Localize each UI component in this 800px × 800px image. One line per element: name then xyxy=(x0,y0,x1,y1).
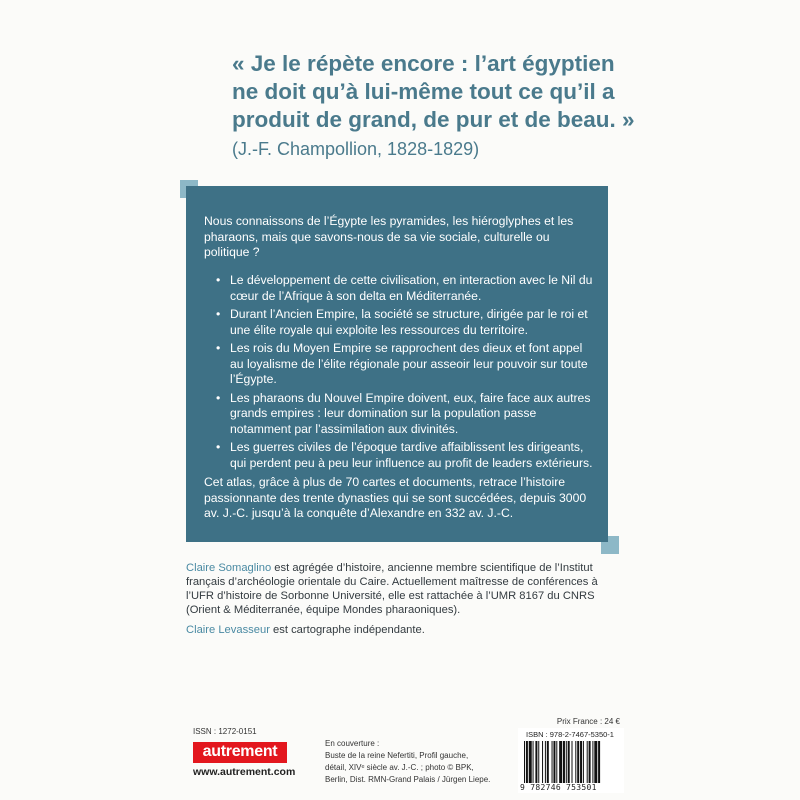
author-name-2: Claire Levasseur xyxy=(186,624,270,636)
cover-credit-line: Buste de la reine Nefertiti, Profil gauche, xyxy=(325,751,469,760)
barcode-icon xyxy=(524,741,618,783)
bullet-item: • Les rois du Moyen Empire se rapprochent des dieux et font appel au loyalisme de l’élite régionale pour asseoir leur pouvoir sur toute l’Égypte. xyxy=(216,341,596,388)
price: Prix France : 24 € xyxy=(556,717,620,726)
barcode-digits: 9 782746 753501 xyxy=(520,783,597,792)
summary-panel xyxy=(186,186,608,542)
issn: ISSN : 1272-0151 xyxy=(193,727,257,736)
bullet-item: • Les guerres civiles de l’époque tardive affaiblissent les dirigeants, qui perdent peu à peu leur influence au profit de leaders extérieurs. xyxy=(216,440,596,471)
quote-block xyxy=(232,50,652,161)
cover-credit-line: détail, XIVᵉ siècle av. J.-C. ; photo © BPK, xyxy=(325,763,474,772)
quote-line: « Je le répète encore : l’art égyptien xyxy=(232,51,615,76)
quote-text xyxy=(232,50,652,134)
bullet-item: • Le développement de cette civilisation, en interaction avec le Nil du cœur de l’Afrique à son delta en Méditerranée. xyxy=(216,273,596,304)
author-bios xyxy=(186,561,626,643)
author-name-1: Claire Somaglino xyxy=(186,562,272,574)
panel-intro: Nous connaissons de l’Égypte les pyramides, les hiéroglyphes et les pharaons, mais que savons-nous de sa vie sociale, culturelle ou politique ? xyxy=(204,214,574,259)
quote-line: ne doit qu’à lui-même tout ce qu’il a xyxy=(232,79,615,104)
bullet-item: • Durant l’Ancien Empire, la société se structure, dirigée par le roi et une élite royale qui exploite les ressources du territoire. xyxy=(216,307,596,338)
cover-credit-heading: En couverture : xyxy=(325,739,380,748)
panel-bullet-list xyxy=(216,273,596,474)
author-text-2: est cartographe indépendante. xyxy=(269,624,425,636)
barcode-area xyxy=(518,728,624,793)
bullet-item: • Les pharaons du Nouvel Empire doivent, eux, faire face aux autres grands empires : leur domination sur la population passe notamment par l’assimilation aux divinités. xyxy=(216,391,596,438)
quote-author: (J.-F. Champollion, 1828-1829) xyxy=(232,139,480,159)
panel-outro: Cet atlas, grâce à plus de 70 cartes et documents, retrace l’histoire passionnante des trente dynasties qui se sont succédées, depuis 3000 av. J.-C. jusqu’à la conquête d’Alexandre en 332 av. J.-C. xyxy=(204,475,587,520)
quote-line: produit de grand, de pur et de beau. » xyxy=(232,107,635,132)
cover-credit-line: Berlin, Dist. RMN-Grand Palais / Jürgen Liepe. xyxy=(325,775,491,784)
author-text-1: est agrégée d’histoire, ancienne membre scientifique de l’Institut français d’archéologie orientale du Caire. Actuellement maîtresse de conférences à l’UFR d’histoire de Sorbonne Université, elle est rattachée à l’UMR 8167 du CNRS (Orient & Méditerranée, équipe Mondes pharaoniques). xyxy=(186,562,598,616)
author-bio-1 xyxy=(186,561,626,617)
isbn: ISBN : 978-2-7467-5350-1 xyxy=(526,730,614,739)
publisher-logo: autrement xyxy=(193,742,287,763)
cover-credit xyxy=(325,738,500,786)
author-bio-2 xyxy=(186,623,626,637)
publisher-website: www.autrement.com xyxy=(193,766,296,778)
